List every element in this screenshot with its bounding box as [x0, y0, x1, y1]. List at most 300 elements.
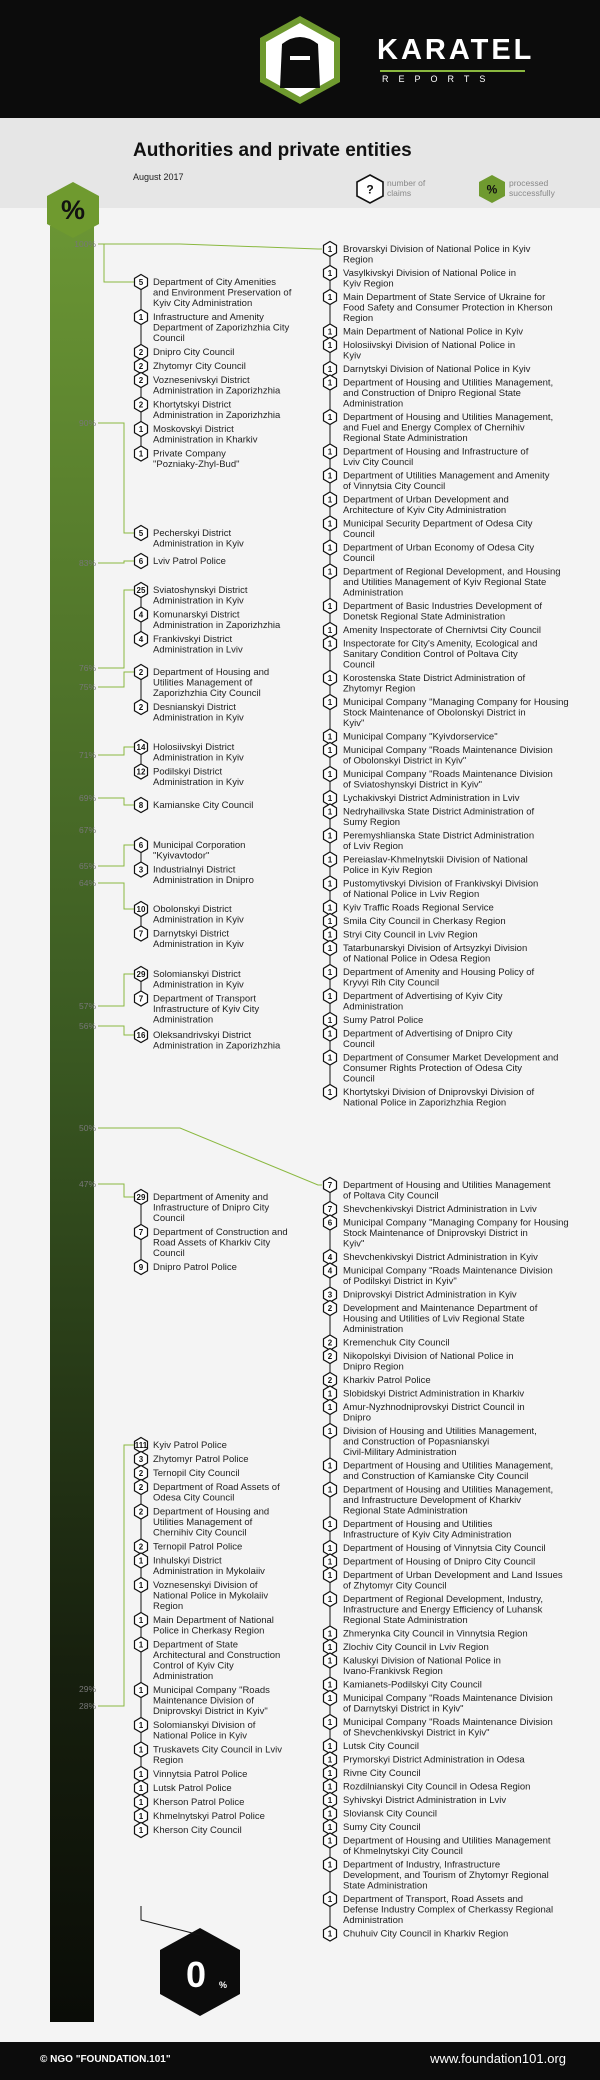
entity-name: Ivano-Frankivsk Region: [343, 1666, 443, 1677]
entity-claims-count: 1: [327, 1485, 333, 1495]
entity-name: Solomianskyi Division of: [153, 1720, 256, 1731]
entity-name: Department of Housing and Utilities Management: [343, 1180, 551, 1191]
entity-item: [324, 1820, 421, 1835]
entity-item: [135, 1795, 245, 1810]
footer-copyright: © NGO "FOUNDATION.101": [40, 2054, 171, 2065]
entity-item: [324, 599, 543, 623]
group-connector-left: [98, 1184, 134, 1197]
entity-name: Dnipro: [343, 1412, 371, 1424]
entity-item: [324, 914, 506, 929]
entity-item: [135, 1742, 283, 1766]
entity-claims-count: 3: [138, 865, 144, 875]
entity-name: Department of Urban Development and Land Issues: [343, 1570, 563, 1581]
entity-name: Department of Housing and: [153, 667, 270, 678]
percent-tick: 47%: [78, 1179, 96, 1189]
entity-item: [324, 1592, 543, 1627]
entity-name: Main Department of National Police in Kyiv: [343, 326, 524, 338]
entity-claims-count: 1: [138, 1556, 144, 1566]
entity-item: [324, 1691, 553, 1715]
entity-item: [324, 1301, 538, 1336]
entity-item: [324, 1215, 569, 1250]
entity-name: Administration in Kyiv: [153, 538, 244, 550]
entity-claims-count: 6: [327, 1218, 333, 1228]
entity-claims-count: 1: [327, 831, 333, 841]
entity-name: Municipal Company "Roads Maintenance Division: [343, 769, 553, 780]
entity-name: Administration in Kyiv: [153, 939, 244, 950]
entity-item: [324, 362, 531, 377]
entity-name: Utilities Management of: [153, 677, 253, 689]
entity-claims-count: 7: [138, 929, 144, 939]
entity-name: Voznesenskyi Division of: [153, 1580, 258, 1591]
entity-item: [135, 740, 245, 764]
entity-name: Administration in Kyiv: [153, 777, 244, 788]
entity-name: Pustomytivskyi Division of Frankivskyi Division: [343, 878, 539, 890]
entity-claims-count: 1: [327, 1520, 333, 1529]
processed-legend-label: processed successfully: [509, 178, 555, 198]
entity-claims-count: 1: [327, 1629, 333, 1639]
entity-claims-count: 5: [138, 278, 144, 287]
entity-claims-count: 111: [134, 1441, 148, 1450]
entity-name: Kamianske City Council: [153, 800, 254, 811]
entity-claims-count: 5: [138, 529, 144, 538]
entity-item: [324, 1250, 539, 1265]
entity-item: [135, 632, 244, 656]
entity-item: [324, 1626, 528, 1641]
entity-name: and Construction of Popasnianskyi: [343, 1436, 490, 1448]
entity-name: Rivne City Council: [343, 1768, 421, 1779]
entity-item: [324, 468, 550, 492]
entity-name: Department of Urban Economy of Odesa City: [343, 542, 535, 554]
entity-name: Department of Construction and: [153, 1227, 288, 1238]
entity-name: Department of Housing and Infrastructure of: [343, 446, 529, 458]
entity-name: and Fuel and Energy Complex of Chernihiv: [343, 422, 525, 434]
entity-name: Infrastructure of Dnipro City: [153, 1202, 270, 1214]
entity-item: [135, 345, 235, 360]
entity-claims-count: 7: [138, 994, 144, 1004]
entity-item: [135, 798, 254, 813]
entity-claims-count: 1: [138, 1770, 144, 1779]
entity-item: [324, 1287, 517, 1302]
entity-name: of Podilskyi District in Kyiv": [343, 1276, 457, 1287]
entity-claims-count: 1: [138, 1826, 144, 1835]
entity-claims-count: 1: [327, 917, 333, 926]
entity-claims-count: 1: [327, 1742, 333, 1751]
entity-item: [135, 359, 246, 374]
entity-claims-count: 3: [327, 1290, 333, 1300]
entity-name: Rozdilnianskyi City Council in Odesa Region: [343, 1781, 531, 1793]
entity-name: Korostenska State District Administration of: [343, 673, 526, 684]
entity-name: Regional State Administration: [343, 433, 468, 444]
entity-claims-count: 4: [327, 1266, 333, 1276]
entity-name: of National Police in Lviv Region: [343, 889, 480, 900]
entity-name: Municipal Company "Roads: [153, 1685, 270, 1696]
entity-name: Department of Housing and Utilities Management,: [343, 412, 554, 423]
entity-item: [324, 444, 529, 468]
entity-name: Council: [343, 1073, 375, 1085]
footer-bar: [0, 2042, 600, 2080]
percent-tick: 71%: [78, 750, 96, 760]
group-connector-left: [98, 672, 134, 687]
entity-name: Zhmerynka City Council in Vinnytsia Region: [343, 1628, 528, 1640]
entity-name: Police in Cherkasy Region: [153, 1625, 265, 1637]
entity-claims-count: 1: [327, 413, 333, 422]
entity-item: [324, 1833, 551, 1857]
entity-name: Ternopil Patrol Police: [153, 1541, 243, 1553]
entity-claims-count: 1: [327, 698, 333, 707]
group-connector-left: [98, 244, 134, 282]
entity-item: [324, 324, 524, 339]
entity-item: [135, 526, 245, 550]
entity-name: Housing and Utilities of Lviv Regional State: [343, 1313, 525, 1325]
entity-item: [135, 1683, 271, 1718]
entity-item: [324, 804, 535, 828]
entity-name: Municipal Corporation: [153, 840, 246, 851]
entity-name: Department of Industry, Infrastructure: [343, 1859, 501, 1871]
entity-claims-count: 1: [327, 567, 333, 577]
entity-claims-count: 9: [138, 1263, 144, 1272]
entity-item: [135, 422, 258, 446]
entity-name: Kyiv Patrol Police: [153, 1440, 227, 1451]
entity-item: [135, 1767, 248, 1782]
entity-name: Tatarbunarskyi Division of Artsyzkyi Division: [343, 943, 528, 954]
entity-name: Donetsk Regional State Administration: [343, 611, 506, 623]
entity-item: [324, 1386, 525, 1401]
claims-legend-glyph: ?: [366, 182, 374, 197]
entity-claims-count: 1: [327, 447, 333, 457]
entity-name: of Shevchenkivskyi District in Kyiv": [343, 1727, 490, 1739]
entity-claims-count: 1: [327, 293, 333, 302]
group-connector-left: [98, 747, 134, 755]
entity-name: Vasylkivskyi Division of National Police in: [343, 268, 516, 279]
percent-tick: 50%: [78, 1123, 96, 1133]
entity-item: [324, 1263, 553, 1287]
entity-item: [324, 242, 531, 266]
entity-name: Police in Kyiv Region: [343, 865, 433, 876]
entity-name: Chernihiv City Council: [153, 1527, 247, 1539]
entity-claims-count: 1: [327, 602, 333, 611]
entity-item: [324, 1349, 514, 1373]
entity-claims-count: 1: [327, 519, 333, 529]
percent-tick: 75%: [78, 682, 96, 692]
entity-name: Regional State Administration: [343, 1505, 468, 1517]
entity-name: Komunarskyi District: [153, 609, 240, 621]
entity-item: [324, 1554, 536, 1569]
entity-claims-count: 1: [327, 1403, 333, 1412]
entity-name: Administration in Kyiv: [153, 979, 244, 991]
entity-claims-count: 1: [327, 930, 333, 940]
entity-claims-count: 12: [136, 767, 146, 777]
entity-name: Administration in Zaporizhzhia: [153, 1040, 281, 1052]
entity-claims-count: 2: [138, 1507, 144, 1517]
entity-name: Kyiv": [343, 1238, 365, 1250]
bottom-zero-suffix: %: [219, 1980, 228, 1990]
entity-item: [135, 700, 245, 724]
entity-item: [135, 764, 245, 788]
entity-item: [324, 1779, 531, 1794]
group-connector-left: [98, 561, 134, 563]
entity-name: Zhytomyr City Council: [153, 361, 246, 372]
entity-claims-count: 3: [138, 1455, 144, 1464]
entity-name: Zhytomyr Region: [343, 683, 416, 695]
entity-item: [324, 1178, 551, 1202]
entity-claims-count: 1: [327, 495, 333, 505]
entity-name: Maintenance Division of: [153, 1695, 254, 1707]
entity-claims-count: 1: [327, 1557, 333, 1567]
percent-tick: 57%: [78, 1001, 96, 1011]
entity-name: Desnianskyi District: [153, 702, 236, 713]
entity-claims-count: 1: [327, 1656, 333, 1666]
entity-name: Administration in Kyiv: [153, 712, 244, 724]
entity-name: Kharkiv Patrol Police: [343, 1375, 431, 1386]
entity-name: Kyiv Traffic Roads Regional Service: [343, 902, 494, 914]
entity-name: Slobidskyi District Administration in Kharkiv: [343, 1388, 525, 1400]
entity-item: [324, 989, 503, 1013]
entity-item: [135, 1260, 237, 1275]
entity-claims-count: 1: [327, 365, 333, 374]
entity-name: Civil-Military Administration: [343, 1447, 457, 1458]
entity-name: Amenity Inspectorate of Chernivtsi City Council: [343, 625, 541, 636]
entity-item: [324, 1517, 512, 1541]
entity-name: Development and Maintenance Department of: [343, 1303, 538, 1314]
entity-claims-count: 6: [138, 841, 144, 850]
entity-name: Council: [343, 529, 375, 540]
entity-claims-count: 2: [327, 1304, 333, 1313]
claims-legend-label: number of claims: [387, 178, 426, 198]
entity-claims-count: 1: [138, 449, 144, 459]
entity-item: [324, 410, 554, 445]
entity-name: Division of Housing and Utilities Management,: [343, 1426, 537, 1437]
entity-name: Private Company: [153, 448, 226, 460]
entity-name: Frankivskyi District: [153, 634, 233, 645]
entity-claims-count: 1: [138, 1640, 144, 1650]
entity-item: [324, 1400, 525, 1424]
entity-claims-count: 1: [138, 1784, 144, 1793]
entity-claims-count: 1: [327, 807, 333, 817]
entity-name: Prymorskyi District Administration in Odesa: [343, 1754, 525, 1766]
entity-claims-count: 1: [327, 674, 333, 683]
entity-item: [324, 540, 535, 564]
entity-item: [135, 275, 292, 310]
entity-name: Kaluskyi Division of National Police in: [343, 1655, 501, 1667]
entity-item: [135, 607, 281, 631]
processed-legend-glyph: %: [486, 182, 498, 197]
brand-name: KARATEL: [377, 34, 535, 66]
entity-name: Department of Housing and Utilities Management,: [343, 1484, 554, 1496]
entity-name: Truskavets City Council in Lviv: [153, 1744, 282, 1756]
entity-claims-count: 1: [327, 1016, 333, 1025]
entity-name: Stock Maintenance of Dniprovskyi District in: [343, 1228, 528, 1239]
entity-name: Peremyshlianska State District Administration: [343, 830, 535, 842]
entity-claims-count: 1: [138, 1581, 144, 1590]
entity-name: Khortytskyi Division of Dniprovskyi Division of: [343, 1087, 535, 1098]
entity-name: Department of City Amenities: [153, 277, 277, 288]
entity-item: [324, 1739, 420, 1754]
bottom-zero-label: 0: [185, 1954, 207, 1995]
entity-item: [324, 266, 517, 290]
entity-item: [324, 876, 539, 900]
entity-claims-count: 1: [327, 1860, 333, 1870]
entity-name: Department of Housing and Utilities Management,: [343, 1460, 554, 1472]
entity-item: [324, 1424, 537, 1459]
entity-claims-count: 1: [327, 639, 333, 649]
entity-name: Main Department of National: [153, 1615, 274, 1626]
entity-name: Kyiv Region: [343, 278, 394, 290]
entity-item: [324, 671, 526, 695]
entity-claims-count: 1: [327, 1544, 333, 1553]
entity-item: [135, 1553, 266, 1577]
percent-tick: 28%: [78, 1701, 96, 1711]
entity-name: Administration in Kharkiv: [153, 434, 258, 446]
entity-name: Department of Amenity and: [153, 1192, 269, 1203]
percent-tick: 69%: [78, 793, 96, 803]
entity-claims-count: 1: [327, 1895, 333, 1904]
entity-name: Pecherskyi District: [153, 528, 232, 539]
entity-name: Khortytskyi District: [153, 399, 232, 411]
entity-item: [135, 310, 290, 345]
entity-item: [324, 1752, 526, 1767]
entity-name: of Poltava City Council: [343, 1190, 439, 1202]
group-connector-left: [98, 1026, 134, 1035]
entity-item: [135, 1613, 274, 1637]
entity-item: [324, 1458, 554, 1482]
entity-name: Vinnytsia Patrol Police: [153, 1769, 248, 1780]
entity-name: Municipal Company "Roads Maintenance Division: [343, 1265, 553, 1277]
group-connector-right: [98, 1128, 322, 1185]
entity-name: Council: [343, 659, 375, 671]
entity-claims-count: 2: [327, 1338, 333, 1348]
entity-claims-count: 1: [327, 1571, 333, 1580]
entity-name: Administration in Kyiv: [153, 752, 244, 764]
entity-item: [324, 767, 553, 791]
group-connector-left: [98, 1445, 134, 1706]
entity-claims-count: 25: [136, 586, 146, 595]
entity-name: Sumy City Council: [343, 1822, 421, 1833]
entity-item: [324, 1806, 437, 1821]
entity-name: Sviatoshynskyi District: [153, 585, 248, 596]
entity-name: Dniprovskyi District in Kyiv": [153, 1706, 268, 1717]
entity-item: [324, 1677, 482, 1692]
entity-claims-count: 1: [327, 378, 333, 388]
entity-item: [135, 1781, 232, 1796]
entity-name: Defense Industry Complex of Cherkassy Regional: [343, 1904, 554, 1916]
entity-name: Consumer Rights Protection of Odesa City: [343, 1063, 522, 1074]
entity-claims-count: 1: [138, 1745, 144, 1755]
footer-website-link[interactable]: www.foundation101.org: [430, 2051, 566, 2066]
entity-item: [324, 1640, 489, 1655]
entity-name: Infrastructure of Kyiv City Administration: [343, 1529, 512, 1541]
entity-item: [135, 1480, 281, 1504]
entity-claims-count: 1: [138, 1616, 144, 1625]
entity-name: Administration: [343, 1324, 404, 1335]
entity-item: [135, 926, 245, 950]
entity-item: [324, 1892, 554, 1927]
entity-name: Regional State Administration: [343, 1615, 468, 1626]
percent-tick: 64%: [78, 878, 96, 888]
entity-name: Administration in Lviv: [153, 644, 243, 656]
entity-name: Sumy Patrol Police: [343, 1015, 424, 1026]
entity-name: Nedryhailivska State District Administration of: [343, 806, 535, 818]
entity-claims-count: 2: [138, 400, 144, 410]
entity-name: Zaporizhzhia City Council: [153, 688, 261, 699]
entity-name: Department of Zaporizhzhia City: [153, 322, 290, 334]
entity-name: Administration in Zaporizhzhia: [153, 620, 281, 631]
entity-item: [324, 729, 498, 744]
entity-claims-count: 1: [327, 341, 333, 350]
percent-tick: 76%: [78, 663, 96, 673]
entity-item: [135, 1539, 243, 1554]
entity-name: Obolonskyi District: [153, 904, 232, 915]
entity-item: [135, 1438, 227, 1453]
entity-item: [135, 838, 246, 862]
entity-claims-count: 1: [327, 543, 333, 553]
entity-name: Darnytskyi Division of National Police in Kyiv: [343, 364, 531, 375]
entity-name: Department of Advertising of Dnipro City: [343, 1028, 513, 1040]
entity-name: Voznesenivskyi District: [153, 375, 250, 386]
entity-name: and Construction of Kamianske City Council: [343, 1471, 529, 1482]
entity-claims-count: 1: [327, 1809, 333, 1819]
entity-item: [135, 1504, 270, 1539]
percent-tick: 56%: [78, 1021, 96, 1031]
entity-name: Zlochiv City Council in Lviv Region: [343, 1642, 489, 1653]
entity-item: [135, 665, 270, 700]
entity-claims-count: 1: [327, 1088, 333, 1097]
entity-claims-count: 1: [327, 1643, 333, 1652]
entity-item: [324, 375, 554, 410]
entity-item: [324, 1085, 535, 1109]
entity-item: [324, 791, 520, 806]
entity-claims-count: 1: [327, 1769, 333, 1778]
entity-item: [324, 927, 478, 942]
entity-name: Pereiaslav-Khmelnytskii Division of National: [343, 854, 528, 866]
entity-item: [324, 1766, 421, 1781]
entity-claims-count: 16: [136, 1031, 146, 1040]
entity-item: [324, 1373, 431, 1388]
entity-name: of Sviatoshynskyi District in Kyiv": [343, 779, 483, 791]
entity-name: Dnipro Region: [343, 1361, 404, 1373]
entity-claims-count: 7: [138, 1228, 144, 1237]
entity-claims-count: 1: [327, 1836, 333, 1846]
entity-name: Municipal Company "Roads Maintenance Division: [343, 1717, 553, 1728]
entity-name: Kherson Patrol Police: [153, 1797, 245, 1808]
entity-claims-count: 2: [327, 1376, 333, 1385]
entity-name: Council: [343, 553, 375, 564]
entity-claims-count: 1: [327, 1929, 333, 1939]
entity-claims-count: 4: [138, 635, 144, 644]
entity-item: [324, 1926, 509, 1941]
entity-claims-count: 1: [327, 794, 333, 803]
entity-name: Food Safety and Consumer Protection in Kherson: [343, 302, 553, 314]
entity-claims-count: 1: [138, 1721, 144, 1730]
entity-item: [324, 941, 528, 965]
entity-name: Region: [343, 254, 374, 266]
percent-tick: 65%: [78, 861, 96, 871]
report-date: August 2017: [133, 172, 184, 182]
entity-claims-count: 1: [327, 1595, 333, 1604]
entity-claims-count: 1: [327, 903, 333, 913]
entity-name: of Khmelnytskyi City Council: [343, 1846, 463, 1857]
entity-name: Brovarskyi Division of National Police in Kyiv: [343, 244, 531, 255]
entity-item: [324, 965, 535, 989]
entity-item: [135, 1028, 281, 1052]
entity-name: Municipal Company "Roads Maintenance Division: [343, 745, 553, 756]
entity-claims-count: 1: [327, 732, 333, 742]
entity-name: Darnytskyi District: [153, 928, 230, 940]
top-percent-label: %: [60, 195, 86, 225]
entity-item: [135, 1225, 288, 1260]
entity-item: [324, 1715, 553, 1739]
entity-item: [135, 583, 248, 607]
entity-name: Administration in Kyiv: [153, 595, 244, 607]
